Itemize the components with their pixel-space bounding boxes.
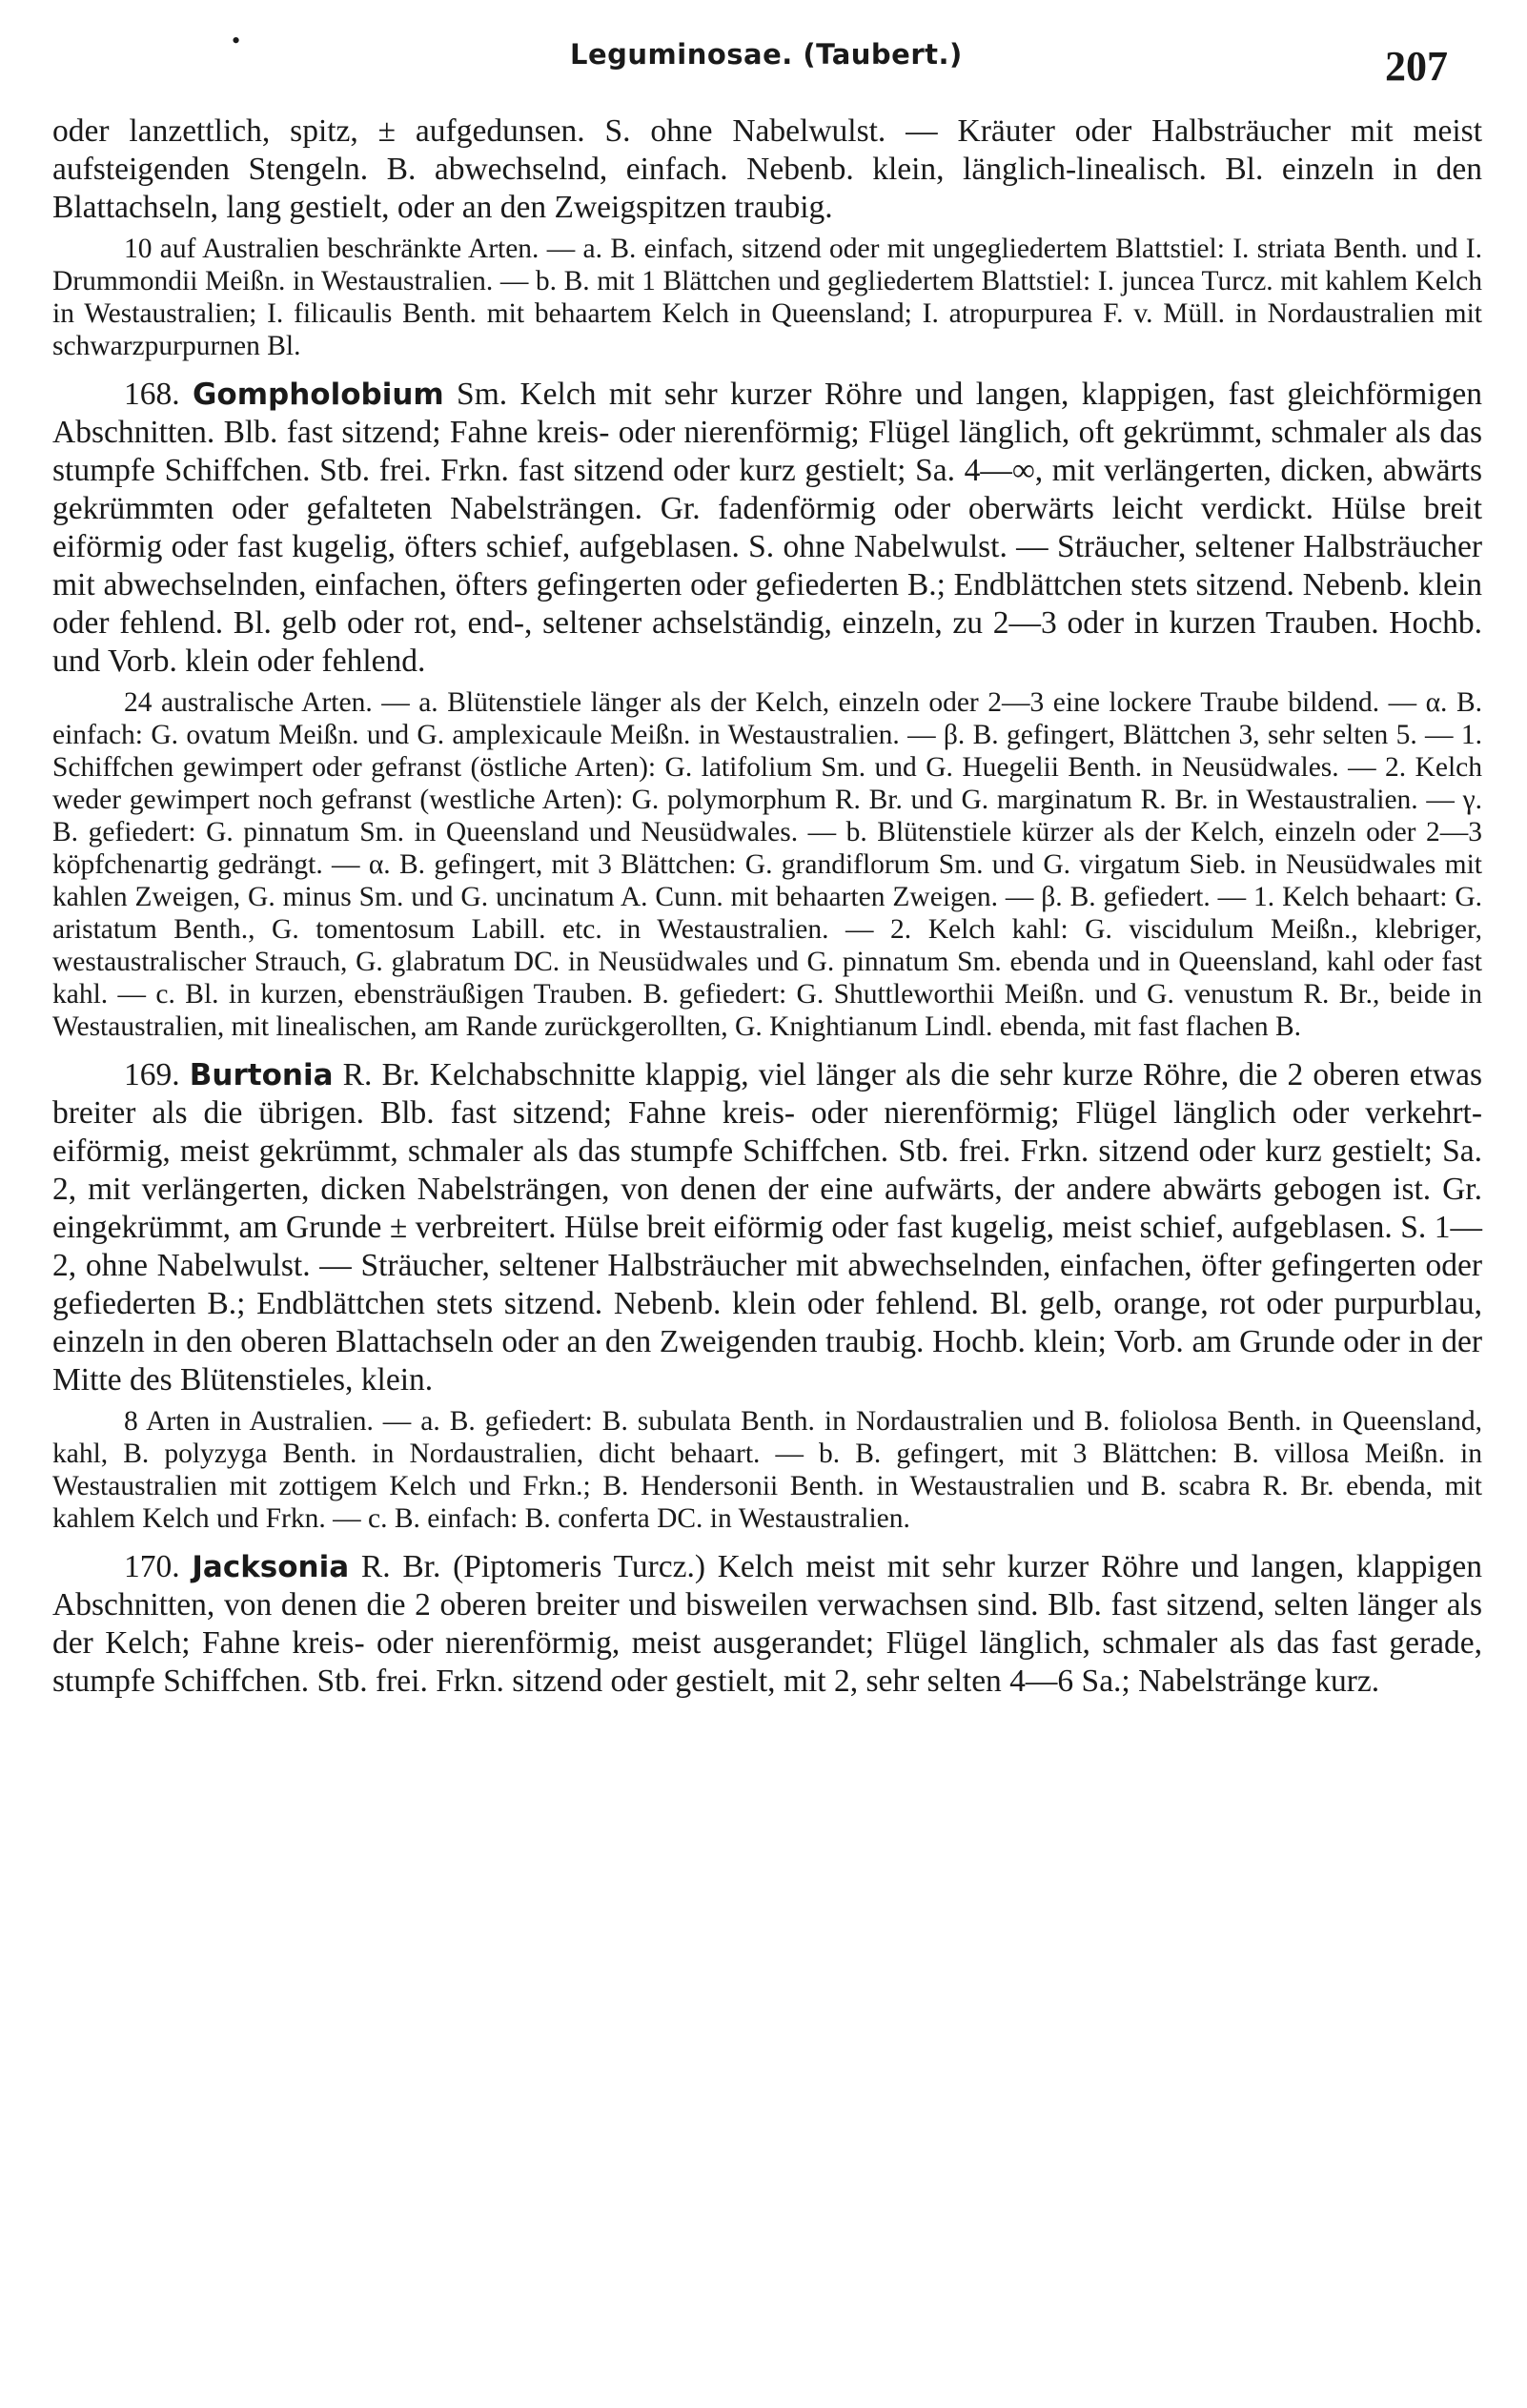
- species-note-2: 24 australische Arten. — a. Blütenstiele länger als der Kelch, einzeln oder 2—3 eine lockere Traube bildend. — α. B. einfach: G. ovatum Meißn. und G. amplexicaule Meißn. in Westaustralien. — β. B. gefingert, Blättchen 3, sehr selten 5. — 1. Schiffchen gewimpert oder gefranst (östliche Arten): G. latifolium Sm. und G. Huegelii Benth. in Neusüdwales. — 2. Kelch weder gewimpert noch gefranst (westliche Arten): G. polymorphum R. Br. und G. marginatum R. Br. in Westaustralien. — γ. B. gefiedert: G. pinnatum Sm. in Queensland und Neusüdwales. — b. Blütenstiele kürzer als der Kelch, einzeln oder 2—3 köpfchenartig gedrängt. — α. B. gefingert, mit 3 Blättchen: G. grandiflorum Sm. und G. virgatum Sieb. in Neusüdwales mit kahlen Zweigen, G. minus Sm. und G. uncinatum A. Cunn. mit behaarten Zweigen. — β. B. gefiedert. — 1. Kelch behaart: G. aristatum Benth., G. tomentosum Labill. etc. in Westaustralien. — 2. Kelch kahl: G. viscidulum Meißn., klebriger, westaustralischer Strauch, G. glabratum DC. in Neusüdwales und G. pinnatum Sm. ebenda und in Queensland, kahl oder fast kahl. — c. Bl. in kurzen, ebensträußigen Trauben. B. gefiedert: G. Shuttleworthii Meißn. und G. venustum R. Br., beide in Westaustralien, mit linealischen, am Rande zurückgerollten, G. Knightianum Lindl. ebenda, mit fast flachen B.: [52, 687, 1482, 1042]
- page-number: 207: [1385, 43, 1448, 90]
- genus-number: 168.: [124, 377, 180, 412]
- genus-entry-jacksonia: [52, 1548, 1482, 1701]
- genus-number: 169.: [124, 1057, 180, 1092]
- genus-name: Burtonia: [189, 1058, 334, 1092]
- genus-description: Sm. Kelch mit sehr kurzer Röhre und langen, klappigen, fast gleichförmigen Abschnitten. Blb. fast sitzend; Fahne kreis- oder nierenförmig; Flügel länglich, oft gekrümmt, schmaler als das stumpfe Schiffchen. Stb. frei. Frkn. fast sitzend oder kurz gestielt; Sa. 4—∞, mit verlängerten, dicken, abwärts gekrümmten oder gefalteten Nabelsträngen. Gr. fadenförmig oder oberwärts leicht verdickt. Hülse breit eiförmig oder fast kugelig, öfters schief, aufgeblasen. S. ohne Nabelwulst. — Sträucher, seltener Halbsträucher mit abwechselnden, einfachen, öfters gefingerten oder gefiederten B.; Endblättchen stets sitzend. Nebenb. klein oder fehlend. Bl. gelb oder rot, end-, seltener achselständig, einzeln, zu 2—3 oder in kurzen Trauben. Hochb. und Vorb. klein oder fehlend.: [52, 377, 1482, 679]
- genus-name: Gompholobium: [192, 378, 444, 412]
- genus-name: Jacksonia: [192, 1550, 350, 1584]
- genus-description: R. Br. Kelchabschnitte klappig, viel länger als die sehr kurze Röhre, die 2 oberen etwas breiter als die übrigen. Blb. fast sitzend; Fahne kreis- oder nierenförmig; Flügel länglich oder verkehrt-eiförmig, meist gekrümmt, schmaler als das stumpfe Schiffchen. Stb. frei. Frkn. sitzend oder kurz gestielt; Sa. 2, mit verlängerten, dicken Nabelsträngen, von denen der eine aufwärts, der andere abwärts gebogen ist. Gr. eingekrümmt, am Grunde ± verbreitert. Hülse breit eiförmig oder fast kugelig, meist schief, aufgeblasen. S. 1—2, ohne Nabelwulst. — Sträucher, seltener Halbsträucher mit abwechselnden, einfachen, öfter gefingerten oder gefiederten B.; Endblättchen stets sitzend. Nebenb. klein oder fehlend. Bl. gelb, orange, rot oder purpurblau, einzeln in den oberen Blattachseln oder an den Zweigenden traubig. Hochb. klein; Vorb. am Grunde oder in der Mitte des Blütenstieles, klein.: [52, 1057, 1483, 1398]
- running-title: Leguminosae. (Taubert.): [570, 38, 963, 71]
- page-header: [0, 29, 1527, 95]
- genus-description: R. Br. (Piptomeris Turcz.) Kelch meist mit sehr kurzer Röhre und langen, klappigen Abschnitten, von denen die 2 oberen breiter und bisweilen verwachsen sind. Blb. fast sitzend, selten länger als der Kelch; Fahne kreis- oder nierenförmig, meist ausgerandet; Flügel länglich, schmaler als das fast gerade, stumpfe Schiffchen. Stb. frei. Frkn. sitzend oder gestielt, mit 2, sehr selten 4—6 Sa.; Nabelstränge kurz.: [52, 1549, 1483, 1699]
- species-note-1: 10 auf Australien beschränkte Arten. — a. B. einfach, sitzend oder mit ungegliedertem Blattstiel: I. striata Benth. und I. Drummondii Meißn. in Westaustralien. — b. B. mit 1 Blättchen und gegliedertem Blattstiel: I. juncea Turcz. mit kahlem Kelch in Westaustralien; I. filicaulis Benth. mit behaartem Kelch in Queensland; I. atropurpurea F. v. Müll. in Nordaustralien mit schwarzpurpurnen Bl.: [52, 234, 1482, 361]
- genus-number: 170.: [124, 1549, 180, 1584]
- genus-entry-gompholobium: [52, 376, 1482, 681]
- species-note-3: 8 Arten in Australien. — a. B. gefiedert: B. subulata Benth. in Nordaustralien und B. foliolosa Benth. in Queensland, kahl, B. polyzyga Benth. in Nordaustralien, dicht behaart. — b. B. gefingert, mit 3 Blättchen: B. villosa Meißn. in Westaustralien mit zottigem Kelch und Frkn.; B. Hendersonii Benth. in Westaustralien und B. scabra R. Br. ebenda, mit kahlem Kelch und Frkn. — c. B. einfach: B. conferta DC. in Westaustralien.: [52, 1406, 1482, 1534]
- page-body: [52, 112, 1482, 1701]
- header-dot: •: [232, 27, 241, 54]
- paragraph-continuation: oder lanzettlich, spitz, ± aufgedunsen. S. ohne Nabelwulst. — Kräuter oder Halbsträucher mit meist aufsteigenden Stengeln. B. abwechselnd, einfach. Nebenb. klein, länglich-linealisch. Bl. einzeln in den Blattachseln, lang gestielt, oder an den Zweigspitzen traubig.: [52, 113, 1482, 225]
- genus-entry-burtonia: [52, 1056, 1482, 1399]
